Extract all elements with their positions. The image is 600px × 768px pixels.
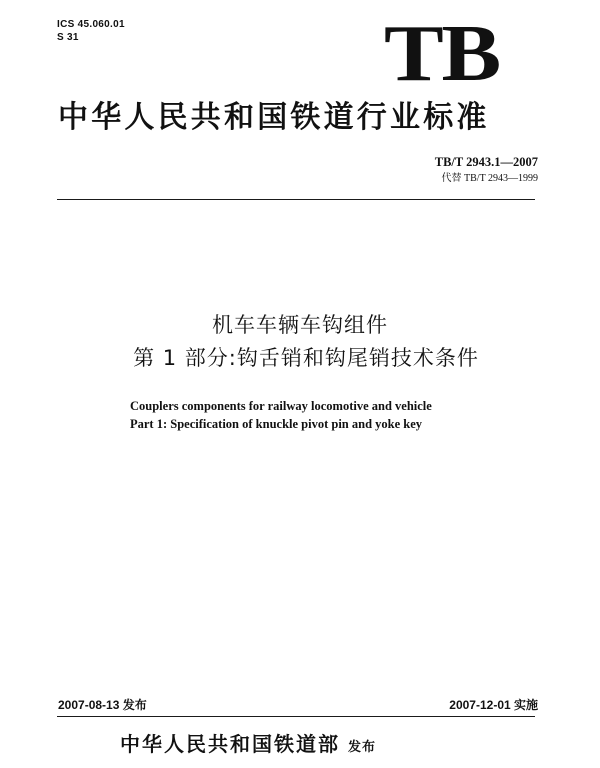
implementation-date: 2007-12-01 实施 xyxy=(449,698,538,712)
en-title-line-2: Part 1: Specification of knuckle pivot pin and yoke key xyxy=(130,417,423,431)
cn-title-line-2: 第 1 部分:钩舌销和钩尾销技术条件 xyxy=(133,346,479,370)
issue-date: 2007-08-13 发布 xyxy=(58,698,147,712)
issuer-name: 中华人民共和国铁道部 xyxy=(120,732,340,756)
standard-number: TB/T 2943.1—2007 xyxy=(434,155,538,169)
issuer-block xyxy=(120,731,376,761)
bottom-divider xyxy=(57,716,535,717)
en-title-line-1: Couplers components for railway locomotive and vehicle xyxy=(130,399,432,413)
replaces-standard: 代替 TB/T 2943—1999 xyxy=(441,173,538,184)
issuer-suffix: 发布 xyxy=(348,740,377,755)
top-divider xyxy=(57,199,535,200)
ccs-code: S 31 xyxy=(57,32,79,43)
ics-code: ICS 45.060.01 xyxy=(57,19,125,30)
tb-logo: TB xyxy=(384,10,500,98)
cn-title-line-1: 机车车辆车钩组件 xyxy=(212,313,388,337)
standard-category-title: 中华人民共和国铁道行业标准 xyxy=(58,100,490,135)
